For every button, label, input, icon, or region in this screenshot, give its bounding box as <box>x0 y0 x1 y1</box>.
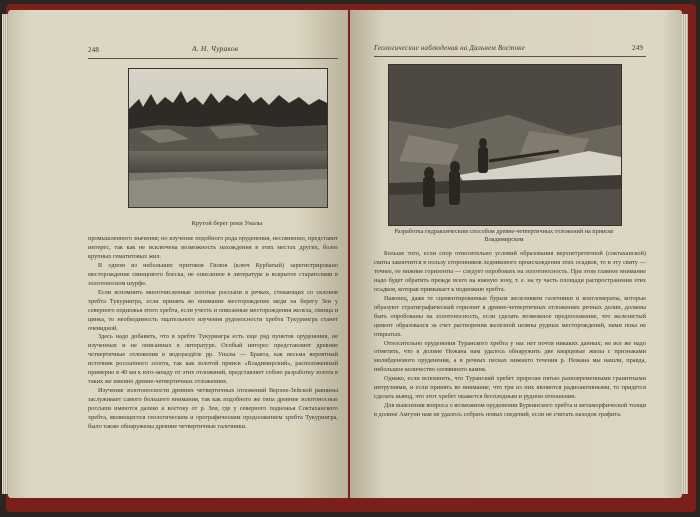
left-body-text <box>88 235 338 432</box>
river-bank-photo <box>128 68 328 208</box>
right-paragraph-4: Однако, если вспомнить, что Туранский хребет прорезан пятью разновременными гранитными интрузиями, и если принять во внимание, что три из них являются радиоактивными, то придется сделать вывод, что этот хребет окажется бесплодным и рудном отношении. <box>374 375 646 401</box>
left-paragraph-4: Здесь надо добавить, что в хребте Тукурингра есть еще ряд пунктов оруденения, не изученных и не описанных в литературе. Особый интерес представляют древние четвертичные отложения в водораздёле рр. Уналы — Бракта, как весьма вероятный источник россыпного золота, так как золотой прииск «Владимирский», расположенный примерно в 40 км к юго-западу от этих отложений, представляет собою разработку золота в таких же именно древне-четвертичных отложениях. <box>88 333 338 386</box>
left-photo-caption: Крутой берег реки Уналы <box>191 220 263 227</box>
right-paragraph-3: Относительно оруденения Туранского хребта у нас нет почти никаких данных; но все же надо отметить, что в долине Нежана нам удалось обнаружить две кварцевые жилы с признаками молибденового оруденения, а в речных песках нижнего течения р. Нежана мы нашли, правда, небольшое количество оловянного камня. <box>374 339 646 374</box>
left-header-rule <box>88 58 338 59</box>
left-paragraph-1: промышленного значения; но изучение подобного рода оруденения, несомненно, представит интерес, так как не исключена возможность нахождения в этих местах других, более крупных гематитовых жил. <box>88 235 338 260</box>
right-photo-caption: Разработка гидравлическим способом древне-четвертичных отложений на прииске Владимирском <box>394 228 614 243</box>
right-running-head: Геологические наблюдения на Дальнем Востоке <box>374 44 525 52</box>
left-page <box>8 10 348 498</box>
right-paragraph-1: Больше того, если спор относительно условий образования верхнетретичной (соктаханской) свиты закончится в пользу сторонников ледникового происхождения этих осадков, то и эту свиту — точнее, ее нижние горизонты — следует опробовать на золотоносность. При этом главное внимание надо будет обратить прежде всего на южную зону, т. е. на ту часть площади распространения этих осадков, которая примыкает к подножию хребта. <box>374 250 646 293</box>
right-page-number: 249 <box>632 44 644 52</box>
left-paragraph-2: В одном из небольших притоков Гилюя (ключ Курбатый) зарегистрировано месторождение свинцового блеска, не описанное в литературе и вскрытое старателями в золотоносном шурфе. <box>88 261 338 287</box>
right-paragraph-2: Наконец, даже те сцементированные бурым железняком галечники и конгломераты, которые образуют стратиграфический горизонт в древне-четвертичных отложениях речных долин, должны быть опробованы на золотоносность, если сделать возможное предположение, что железистый цемент образовался за счет растворения железной шляпы рудных месторождений, нами пока не открытых. <box>374 294 646 338</box>
hydraulic-mining-photo <box>388 64 622 226</box>
left-running-head: А. Н. Чураков <box>192 44 239 53</box>
left-paragraph-5: Изучение золотоносности древних четвертичных отложений Верхне-Зейской равнины заслуживает самого большого внимания, так как подобного же типа древние золотоносные россыпи имеются далеко к востоку от р. Зеи, где у северного подножья Соктаханского хребта, являющегося геологическим и орографическим продолжением хребта Тукурингра, было также обнаружены древние четвертичные галечники. <box>88 387 338 431</box>
right-header-rule <box>374 56 646 57</box>
right-paragraph-5: Для выяснения вопроса о возможном оруденении Буреинского хребта и метаморфической толщи в долине Амгуни нам не удалось собрать новых сведений, если не считать находок графита. <box>374 402 646 419</box>
hydraulic-mining-image <box>389 65 621 225</box>
left-page-number: 248 <box>88 46 100 54</box>
river-bank-image <box>129 69 327 207</box>
right-body-text <box>374 250 646 420</box>
left-paragraph-3: Если вспомнить многочисленные золотые россыпи в речках, стекающих со склонов хребта Тукурингра, если принять во внимание месторождение меди на берегу Зеи у северного подножья этого хребта, если учесть и описанные месторождения железа, свинца и цинка, то необходимость тщательного изучения рудоносности хребта Тукурингра станет очевидной. <box>88 288 338 332</box>
right-page <box>350 10 682 498</box>
